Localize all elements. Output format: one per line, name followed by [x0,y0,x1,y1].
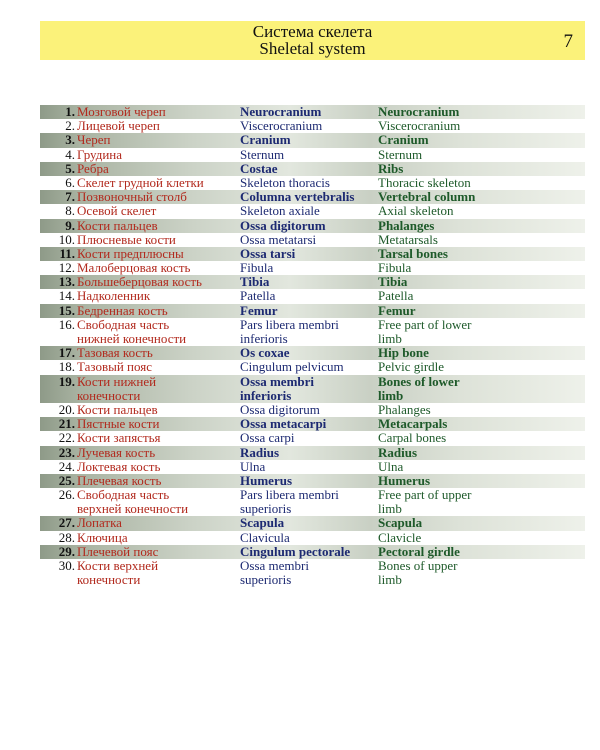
term-english: Pelvic girdle [378,359,445,375]
row-number: 8. [65,203,75,219]
table-row [40,474,585,488]
term-english: Sternum [378,146,423,162]
term-english: Carpal bones [378,430,447,446]
term-english: Ribs [378,160,404,176]
term-latin: Neurocranium [240,104,322,119]
term-latin: Skeleton axiale [240,203,320,219]
term-russian: Плюсневые кости [77,231,176,247]
table-row [40,261,585,275]
row-number: 22. [58,430,75,446]
row-number: 23. [58,444,75,460]
term-russian: Локтевая кость [77,458,161,474]
term-english: Pectoral girdle [378,543,460,559]
term-russian: Кости верхней конечности [77,558,159,588]
term-latin: Ossa metacarpi [240,416,327,432]
term-russian: Бедренная кость [77,302,168,318]
term-russian: Тазовая кость [77,345,153,361]
term-russian: Ключица [77,529,128,545]
table-row [40,403,585,417]
row-number: 12. [58,260,75,276]
table-row [40,460,585,474]
term-russian: Ребра [77,160,109,176]
term-latin: Radius [240,444,280,460]
term-english: Thoracic skeleton [378,174,471,190]
row-number: 16. [58,316,75,332]
term-english: Radius [378,444,418,460]
term-latin: Tibia [240,274,270,290]
term-russian: Свободная часть верхней конечности [77,487,189,517]
table-row [40,516,585,530]
table-row [40,176,585,190]
row-number: 14. [58,288,75,304]
table-row [40,105,585,119]
table-row [40,545,585,559]
table-row [40,233,585,247]
term-english: Bones of upper limb [378,558,458,588]
term-russian: Лицевой череп [77,118,160,134]
row-number: 9. [65,217,75,233]
term-russian: Плечевая кость [77,472,162,488]
table-row [40,304,585,318]
term-latin: Ossa membri inferioris [240,373,315,403]
term-latin: Patella [240,288,276,304]
table-row [40,275,585,289]
table-row [40,162,585,176]
term-latin: Clavicula [240,529,290,545]
term-latin: Ossa tarsi [240,245,296,261]
table-row [40,289,585,303]
term-russian: Лопатка [77,515,122,531]
row-number: 28. [58,529,75,545]
row-number: 20. [58,401,75,417]
page-number: 7 [563,31,573,52]
term-english: Free part of upper limb [378,487,472,517]
row-number: 13. [58,274,75,290]
term-latin: Os coxae [240,345,290,361]
term-russian: Кости пальцев [77,401,158,417]
term-russian: Тазовый пояс [77,359,152,375]
row-number: 25. [58,472,75,488]
term-russian: Большеберцовая кость [77,274,202,290]
row-number: 1. [65,104,75,119]
title-english: Sheletal system [259,39,366,58]
term-english: Free part of lower limb [378,316,472,346]
table-row [40,417,585,431]
term-english: Metatarsals [378,231,438,247]
row-number: 6. [65,174,75,190]
term-russian: Позвоночный столб [77,189,187,205]
term-english: Hip bone [378,345,429,361]
term-latin: Ossa digitorum [240,401,320,417]
row-number: 30. [58,558,75,574]
term-english: Neurocranium [378,104,460,119]
term-english: Vertebral column [378,189,476,205]
table-row [40,446,585,460]
table-row [40,375,585,403]
terminology-table [40,105,585,587]
row-number: 3. [65,132,75,148]
term-latin: Columna vertebralis [240,189,355,205]
term-latin: Ulna [240,458,266,474]
term-english: Tibia [378,274,408,290]
page-header [40,21,585,60]
term-russian: Мозговой череп [77,104,166,119]
term-russian: Надколенник [77,288,151,304]
table-row [40,247,585,261]
row-number: 21. [58,416,75,432]
term-latin: Costae [240,160,278,176]
term-english: Cranium [378,132,429,148]
row-number: 26. [58,487,75,503]
term-russian: Кости предплюсны [77,245,184,261]
term-russian: Плечевой пояс [77,543,159,559]
term-english: Fibula [378,260,412,276]
term-english: Metacarpals [378,416,448,432]
row-number: 15. [58,302,75,318]
title-russian: Система скелета [252,22,373,41]
table-row [40,219,585,233]
term-russian: Малоберцовая кость [77,260,191,276]
term-english: Tarsal bones [378,245,448,261]
term-english: Phalanges [378,401,431,417]
table-row [40,346,585,360]
row-number: 4. [65,146,75,162]
term-english: Patella [378,288,414,304]
term-latin: Ossa digitorum [240,217,326,233]
term-russian: Череп [77,132,111,148]
term-english: Femur [378,302,416,318]
term-english: Phalanges [378,217,435,233]
table-row [40,431,585,445]
term-latin: Humerus [240,472,292,488]
term-russian: Кости нижней конечности [77,373,157,403]
term-latin: Ossa membri superioris [240,558,309,588]
table-row [40,360,585,374]
term-latin: Skeleton thoracis [240,174,330,190]
row-number: 11. [59,245,75,261]
term-russian: Осевой скелет [77,203,157,219]
row-number: 2. [65,118,75,134]
term-english: Ulna [378,458,404,474]
table-row [40,148,585,162]
term-latin: Ossa carpi [240,430,295,446]
term-russian: Скелет грудной клетки [77,174,204,190]
row-number: 29. [58,543,75,559]
term-russian: Свободная часть нижней конечности [77,316,187,346]
row-number: 27. [58,515,75,531]
term-latin: Scapula [240,515,285,531]
row-number: 17. [58,345,75,361]
term-latin: Viscerocranium [240,118,323,134]
term-latin: Pars libera membri inferioris [240,316,339,346]
term-latin: Femur [240,302,278,318]
term-latin: Cingulum pectorale [240,543,351,559]
table-row [40,133,585,147]
table-row [40,559,585,587]
term-latin: Fibula [240,260,274,276]
row-number: 18. [58,359,75,375]
table-row [40,488,585,516]
term-russian: Лучевая кость [77,444,156,460]
term-latin: Cingulum pelvicum [240,359,344,375]
term-russian: Кости пальцев [77,217,158,233]
term-english: Scapula [378,515,423,531]
term-russian: Грудина [77,146,123,162]
row-number: 10. [58,231,75,247]
term-english: Bones of lower limb [378,373,460,403]
table-row [40,204,585,218]
table-row [40,119,585,133]
term-english: Clavicle [378,529,422,545]
table-row [40,318,585,346]
term-latin: Ossa metatarsi [240,231,317,247]
term-latin: Cranium [240,132,291,148]
term-english: Viscerocranium [378,118,461,134]
row-number: 24. [58,458,75,474]
term-russian: Кости запястья [77,430,161,446]
row-number: 7. [65,189,75,205]
table-row [40,531,585,545]
term-english: Humerus [378,472,430,488]
row-number: 5. [65,160,75,176]
table-row [40,190,585,204]
term-latin: Pars libera membri superioris [240,487,339,517]
row-number: 19. [58,373,75,389]
term-english: Axial skeleton [378,203,454,219]
term-latin: Sternum [240,146,285,162]
term-russian: Пястные кости [77,416,160,432]
